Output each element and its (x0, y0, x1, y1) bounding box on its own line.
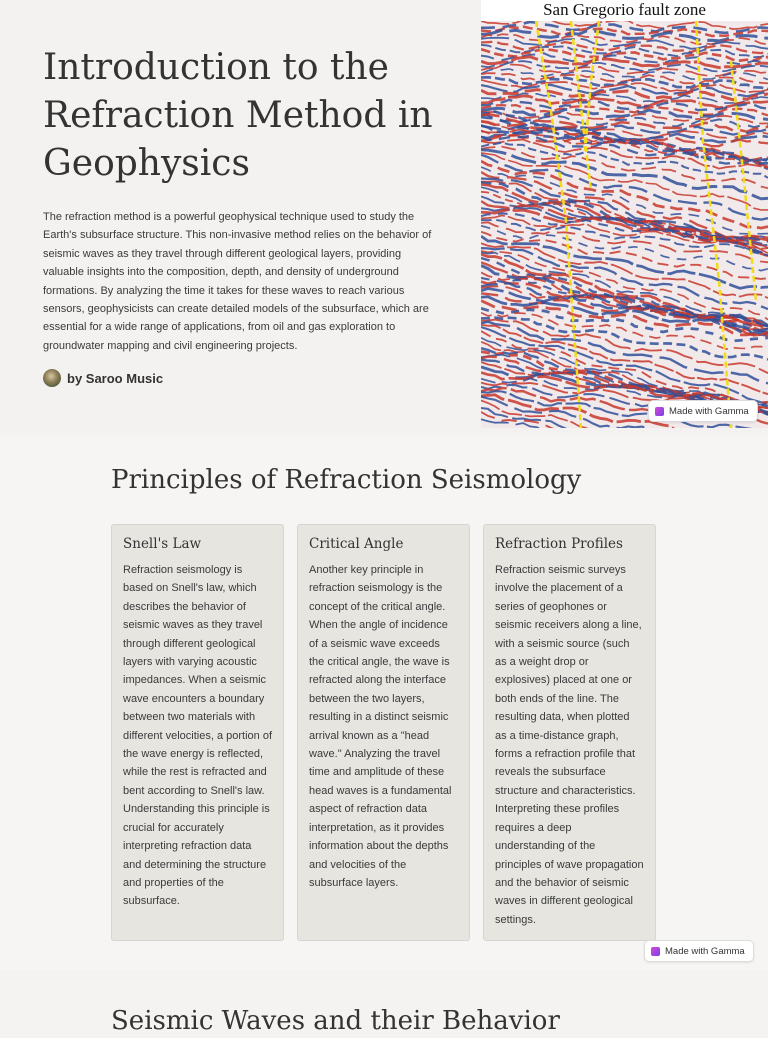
card-refraction-profiles (483, 524, 656, 941)
section-title: Principles of Refraction Seismology (111, 465, 582, 495)
card-title: Snell's Law (123, 536, 202, 552)
seismic-section-image (481, 0, 768, 428)
made-with-gamma-badge[interactable] (648, 400, 758, 422)
principles-slide (0, 436, 768, 970)
author-byline[interactable] (43, 369, 163, 387)
seismic-waves-slide (0, 974, 768, 1036)
gamma-logo-icon (651, 947, 660, 956)
card-text: Another key principle in refraction seismology is the concept of the critical angle. When the angle of incidence of a seismic wave exceeds the critical angle, the wave is refracted along the interface between the two layers, resulting in a distinct seismic arrival known as a "head wave." Analyzing the travel time and amplitude of these head waves is a fundamental aspect of refraction data interpretation, as it provides information about the depths and velocities of the subsurface layers. (309, 564, 452, 889)
card-text: Refraction seismic surveys involve the placement of a series of geophones or seismic receivers along a line, with a seismic source (such as a weight drop or explosives) placed at one or both ends of the line. The resulting data, when plotted as a time-distance graph, forms a refraction profile that reveals the subsurface structure and characteristics. Interpreting these profiles requires a deep understanding of the principles of wave propagation and the behavior of seismic waves in different geological settings. (495, 564, 644, 926)
intro-paragraph: The refraction method is a powerful geophysical technique used to study the Earth's subsurface structure. This non-invasive method relies on the behavior of seismic waves as they travel through different geological layers, providing valuable insights into the composition, depth, and density of underground formations. By analyzing the time it takes for these waves to reach various sensors, geophysicists can create detailed models of the subsurface, which are essential for a wide range of applications, from oil and gas exploration to groundwater mapping and civil engineering projects. (43, 211, 432, 352)
card-title: Refraction Profiles (495, 536, 623, 552)
avatar (43, 369, 61, 387)
card-title: Critical Angle (309, 536, 404, 552)
seismic-image (481, 21, 768, 428)
page-title: Introduction to the Refraction Method in Geophysics (43, 47, 433, 184)
section-title: Seismic Waves and their Behavior (111, 1006, 560, 1036)
badge-label: Made with Gamma (665, 945, 745, 957)
card-critical-angle (297, 524, 470, 941)
made-with-gamma-badge[interactable] (644, 940, 754, 962)
image-caption: San Gregorio fault zone (543, 0, 706, 19)
card-snells-law (111, 524, 284, 941)
gamma-logo-icon (655, 407, 664, 416)
author-name: by Saroo Music (67, 370, 164, 386)
intro-slide (0, 0, 768, 432)
badge-label: Made with Gamma (669, 405, 749, 417)
card-text: Refraction seismology is based on Snell's law, which describes the behavior of seismic waves as they travel through different geological layers with varying acoustic impedances. When a seismic wave encounters a boundary between two materials with different velocities, a portion of the wave energy is reflected, while the rest is refracted and bent according to Snell's law. Understanding this principle is crucial for accurately interpreting refraction data and determining the structure and properties of the subsurface. (123, 564, 272, 908)
